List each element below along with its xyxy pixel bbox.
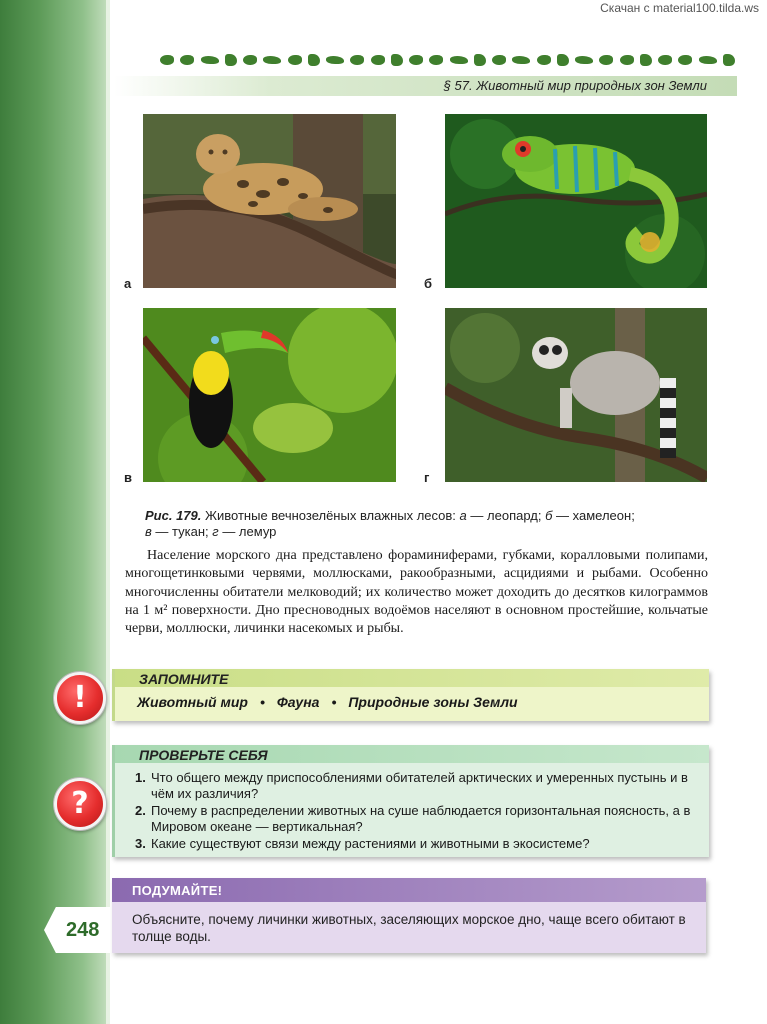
think-header xyxy=(112,878,706,902)
photo-leopard xyxy=(143,114,396,288)
figure-caption: Рис. 179. Животные вечнозелёных влажных лесов: а — леопард; б — хамелеон; в — тукан; г — лемур xyxy=(145,508,635,539)
remember-terms xyxy=(137,694,518,710)
term-item: Природные зоны Земли xyxy=(348,694,518,710)
page-number: 248 xyxy=(66,919,100,941)
term-separator: • xyxy=(259,694,265,710)
think-title: ПОДУМАЙТЕ! xyxy=(132,883,223,898)
animal-silhouettes-decoration xyxy=(160,51,735,69)
photo-label-a: а xyxy=(124,276,132,291)
photo-chameleon xyxy=(445,114,707,288)
check-title: ПРОВЕРЬТЕ СЕБЯ xyxy=(139,747,268,763)
think-box xyxy=(112,878,706,953)
photo-toucan xyxy=(143,308,396,482)
caption-text: Животные вечнозелёных влажных лесов: xyxy=(205,508,456,523)
think-text: Объясните, почему личинки животных, заселяющих морское дно, чаще всего обитают в толще воды. xyxy=(132,912,686,944)
photo-lemur xyxy=(445,308,707,482)
list-item: 1. Что общего между приспособлениями обитателей арктических и умеренных пустынь и в чём их различия? xyxy=(135,770,688,801)
photo-label-g: г xyxy=(424,470,430,485)
list-item: 3. Какие существуют связи между растениями и животными в экосистеме? xyxy=(135,836,590,851)
check-header xyxy=(115,745,709,763)
term-item: Животный мир xyxy=(137,694,248,710)
remember-title: ЗАПОМНИТЕ xyxy=(139,671,229,687)
download-note: Скачан с material100.tilda.ws xyxy=(600,1,759,15)
remember-header xyxy=(115,669,709,687)
photo-label-v: в xyxy=(124,470,132,485)
remember-box xyxy=(112,669,709,721)
check-yourself-box xyxy=(112,745,709,857)
body-paragraph: Население морского дна представлено фораминиферами, губками, коралловыми полипами, многощетинковыми червями, моллюсками, ракообразными, асцидиями и рыбами. Особенно многочисленны обитатели мелководий; их количество может доходить до десятков килограммов на 1 м² поверхности. Дно пресноводных водоёмов населяют в основном простейшие, кольчатые черви, моллюски, личинки насекомых и рыбы. xyxy=(125,548,708,637)
photo-label-b: б xyxy=(424,276,433,291)
question-list xyxy=(135,770,695,854)
term-separator: • xyxy=(331,694,337,710)
section-header-bar xyxy=(114,76,737,96)
question-icon: ? xyxy=(54,778,106,830)
exclamation-icon: ! xyxy=(54,672,106,724)
term-item: Фауна xyxy=(276,694,320,710)
section-title: § 57. Животный мир природных зон Земли xyxy=(443,78,707,93)
left-decorative-strip xyxy=(0,0,110,1024)
figure-number: Рис. 179. xyxy=(145,508,202,523)
list-item: 2. Почему в распределении животных на суше наблюдается горизонтальная поясность, а в Мировом океане — вертикальная? xyxy=(135,803,691,834)
